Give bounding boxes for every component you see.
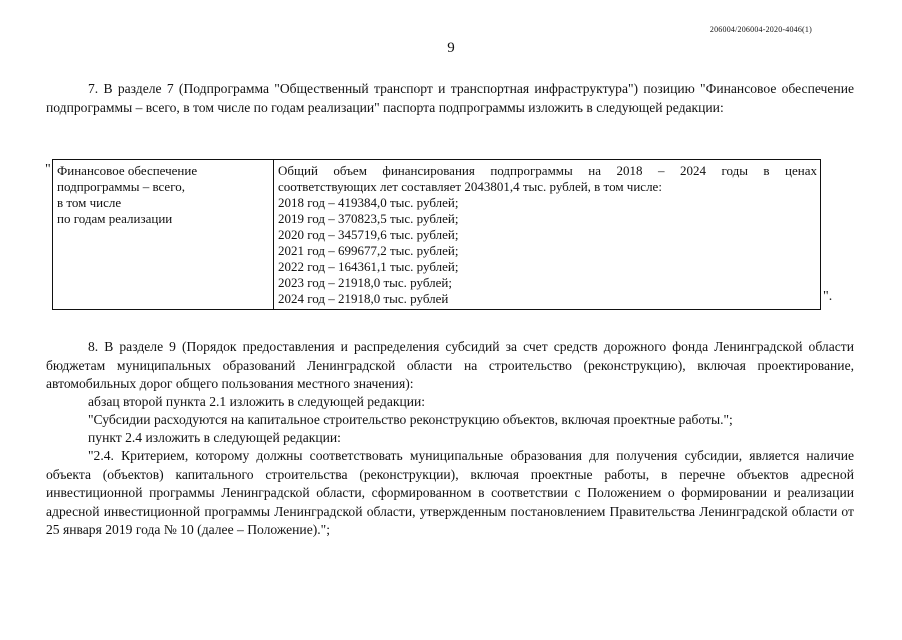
year-amount: 2024 год – 21918,0 тыс. рублей <box>278 291 449 306</box>
document-id: 206004/206004-2020-4046(1) <box>709 25 812 34</box>
closing-quote: ". <box>823 289 833 304</box>
label-line: Финансовое обеспечение <box>57 163 198 178</box>
year-amount: 2020 год – 345719,6 тыс. рублей; <box>278 227 459 242</box>
year-amount: 2022 год – 164361,1 тыс. рублей; <box>278 259 459 274</box>
label-line: подпрограммы – всего, <box>57 179 185 194</box>
total-financing-line: соответствующих лет составляет 2043801,4 тыс. рублей, в том числе: <box>278 179 662 194</box>
label-line: в том числе <box>57 195 122 210</box>
year-amount: 2021 год – 699677,2 тыс. рублей; <box>278 243 459 258</box>
financing-table <box>52 159 821 310</box>
year-amount: 2019 год – 370823,5 тыс. рублей; <box>278 211 459 226</box>
section-8-intro: 8. В разделе 9 (Порядок предоставления и распределения субсидий за счет средств дорожного фонда Ленинградской области бюджетам муниципальных образований Ленинградской области на строительство (реконструкцию), включая проектирование, автомобильных дорог общего пользования местного значения): <box>46 339 854 391</box>
year-amount: 2023 год – 21918,0 тыс. рублей; <box>278 275 452 290</box>
financing-label-cell <box>53 160 274 310</box>
label-line: по годам реализации <box>57 211 173 226</box>
instruction-line: абзац второй пункта 2.1 изложить в следующей редакции: <box>88 394 426 409</box>
table-row <box>53 160 821 310</box>
quoted-text-line: "Субсидии расходуются на капитальное строительство реконструкцию объектов, включая проектные работы."; <box>88 412 733 427</box>
year-amount: 2018 год – 419384,0 тыс. рублей; <box>278 195 459 210</box>
section-7-intro: 7. В разделе 7 (Подпрограмма "Общественный транспорт и транспортная инфраструктура") позицию "Финансовое обеспечение подпрограммы – всего, в том числе по годам реализации" паспорта подпрограммы изложить в следующей редакции: <box>46 81 854 115</box>
financing-value-cell <box>274 160 821 310</box>
page-number: 9 <box>447 40 455 56</box>
criterion-paragraph: "2.4. Критерием, которому должны соответствовать муниципальные образования для получения субсидии, является наличие объекта (объектов) капитального строительства (реконструкции), включая проектные работы, в перечне объектов адресной инвестиционной программы Ленинградской области, сформированном в соответствии с Положением о формировании и реализации адресной инвестиционной программы Ленинградской области, утвержденным постановлением Правительства Ленинградской области от 25 января 2019 года № 10 (далее – Положение)."; <box>46 448 854 537</box>
total-financing-line: Общий объем финансирования подпрограммы на 2018 – 2024 годы в ценах <box>278 163 817 178</box>
instruction-line: пункт 2.4 изложить в следующей редакции: <box>88 430 341 445</box>
opening-quote: " <box>45 162 51 177</box>
